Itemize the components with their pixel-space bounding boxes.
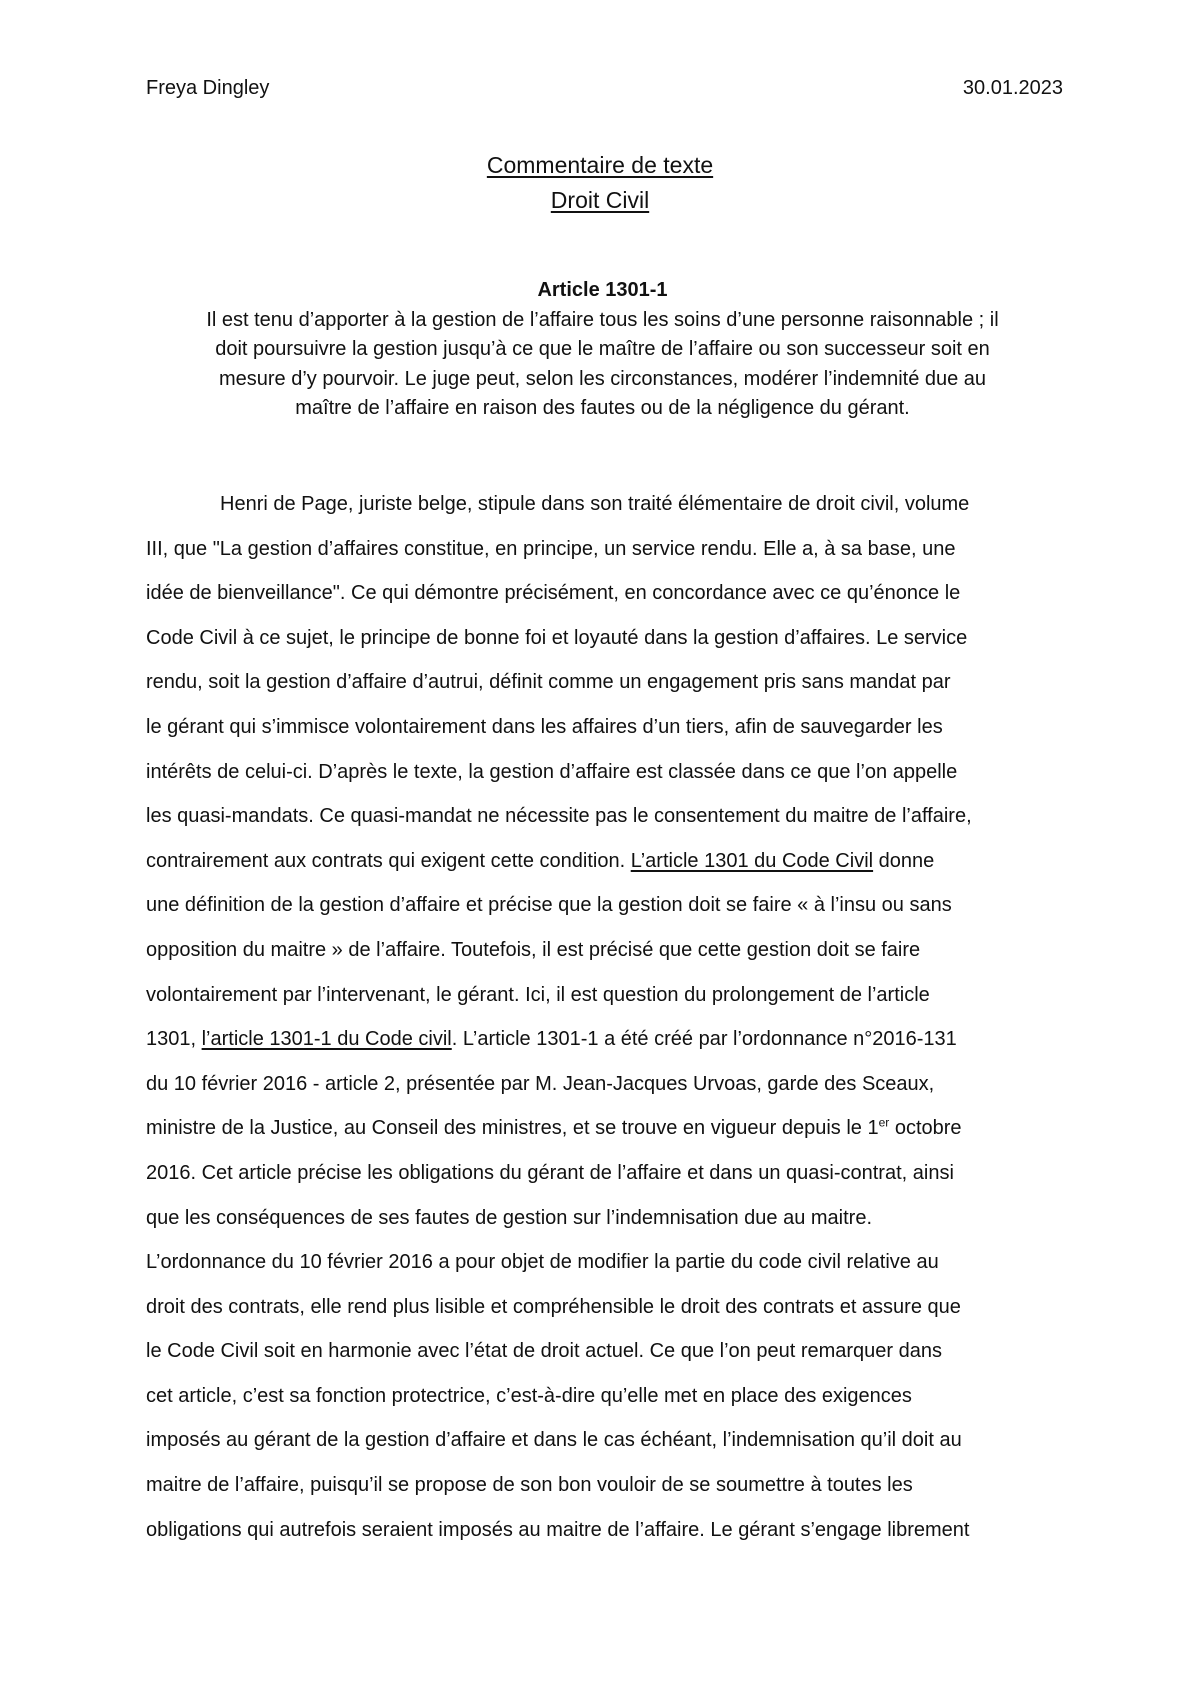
document-subtitle: Droit Civil (550, 187, 650, 213)
body-text-segment: 1301, (146, 1028, 202, 1051)
document-title: Commentaire de texte (486, 152, 714, 178)
body-line: III, que "La gestion d’affaires constitue, en principe, un service rendu. Elle a, à sa base, une (146, 537, 956, 560)
body-line: droit des contrats, elle rend plus lisible et compréhensible le droit des contrats et assure que (146, 1295, 961, 1318)
body-text-segment: donne (873, 849, 935, 872)
body-line: cet article, c’est sa fonction protectrice, c’est-à-dire qu’elle met en place des exigences (146, 1384, 912, 1407)
article-line: Il est tenu d’apporter à la gestion de l’affaire tous les soins d’une personne raisonnable ; il (206, 308, 999, 331)
body-line: Code Civil à ce sujet, le principe de bonne foi et loyauté dans la gestion d’affaires. Le service (146, 626, 968, 649)
body-line (146, 839, 1063, 884)
body-line: idée de bienveillance". Ce qui démontre précisément, en concordance avec ce qu’énonce le (146, 582, 961, 605)
ordinal-superscript: er (878, 1115, 890, 1130)
article-quote (150, 276, 1055, 424)
body-line: L’ordonnance du 10 février 2016 a pour objet de modifier la partie du code civil relative au (146, 1251, 939, 1274)
article-title: Article 1301-1 (537, 279, 668, 301)
body-line: maitre de l’affaire, puisqu’il se propose de son bon vouloir de se soumettre à toutes les (146, 1474, 913, 1497)
article-1301-link[interactable]: L’article 1301 du Code Civil (630, 849, 874, 872)
body-line: volontairement par l’intervenant, le gérant. Ici, il est question du prolongement de l’article (146, 983, 930, 1006)
body-line: Henri de Page, juriste belge, stipule dans son traité élémentaire de droit civil, volume (220, 493, 970, 515)
body-line: imposés au gérant de la gestion d’affaire et dans le cas échéant, l’indemnisation qu’il doit au (146, 1429, 962, 1452)
body-line: du 10 février 2016 - article 2, présentée par M. Jean-Jacques Urvoas, garde des Sceaux, (146, 1072, 935, 1095)
body-line: une définition de la gestion d’affaire et précise que la gestion doit se faire « à l’insu ou sans (146, 894, 952, 917)
body-line (146, 1017, 1063, 1062)
body-line: opposition du maitre » de l’affaire. Toutefois, il est précisé que cette gestion doit se faire (146, 938, 921, 961)
body-line: 2016. Cet article précise les obligations du gérant de l’affaire et dans un quasi-contrat, ainsi (146, 1161, 954, 1184)
body-text-segment: . L’article 1301-1 a été créé par l’ordonnance n°2016-131 (451, 1028, 957, 1051)
body-line: le Code Civil soit en harmonie avec l’état de droit actuel. Ce que l’on peut remarquer dans (146, 1340, 942, 1363)
body-text-segment: contrairement aux contrats qui exigent cette condition. (146, 849, 631, 872)
body-text-segment: ministre de la Justice, au Conseil des ministres, et se trouve en vigueur depuis le 1 (146, 1117, 879, 1140)
body-line: le gérant qui s’immisce volontairement dans les affaires d’un tiers, afin de sauvegarder les (146, 715, 943, 738)
article-line: mesure d’y pourvoir. Le juge peut, selon les circonstances, modérer l’indemnité due au (218, 367, 987, 390)
article-1301-1-link[interactable]: l’article 1301-1 du Code civil (201, 1028, 452, 1051)
document-header (146, 74, 1063, 102)
body-line: rendu, soit la gestion d’affaire d’autrui, définit comme un engagement pris sans mandat par (146, 671, 951, 694)
document-date: 30.01.2023 (962, 77, 1063, 99)
title-block (0, 148, 1200, 218)
body-line: obligations qui autrefois seraient imposés au maitre de l’affaire. Le gérant s’engage librement (146, 1518, 970, 1541)
body-text-segment: octobre (889, 1117, 962, 1140)
article-line: maître de l’affaire en raison des fautes ou de la négligence du gérant. (295, 397, 910, 419)
author-name: Freya Dingley (146, 77, 270, 99)
body-line: que les conséquences de ses fautes de gestion sur l’indemnisation due au maitre. (146, 1206, 873, 1229)
body-line: intérêts de celui-ci. D’après le texte, la gestion d’affaire est classée dans ce que l’on appelle (146, 760, 958, 783)
body-line (146, 1106, 1063, 1151)
body-line: les quasi-mandats. Ce quasi-mandat ne nécessite pas le consentement du maitre de l’affaire, (146, 805, 972, 828)
commentary-body (146, 482, 1063, 1552)
article-line: doit poursuivre la gestion jusqu’à ce que le maître de l’affaire ou son successeur soit en (215, 338, 990, 360)
